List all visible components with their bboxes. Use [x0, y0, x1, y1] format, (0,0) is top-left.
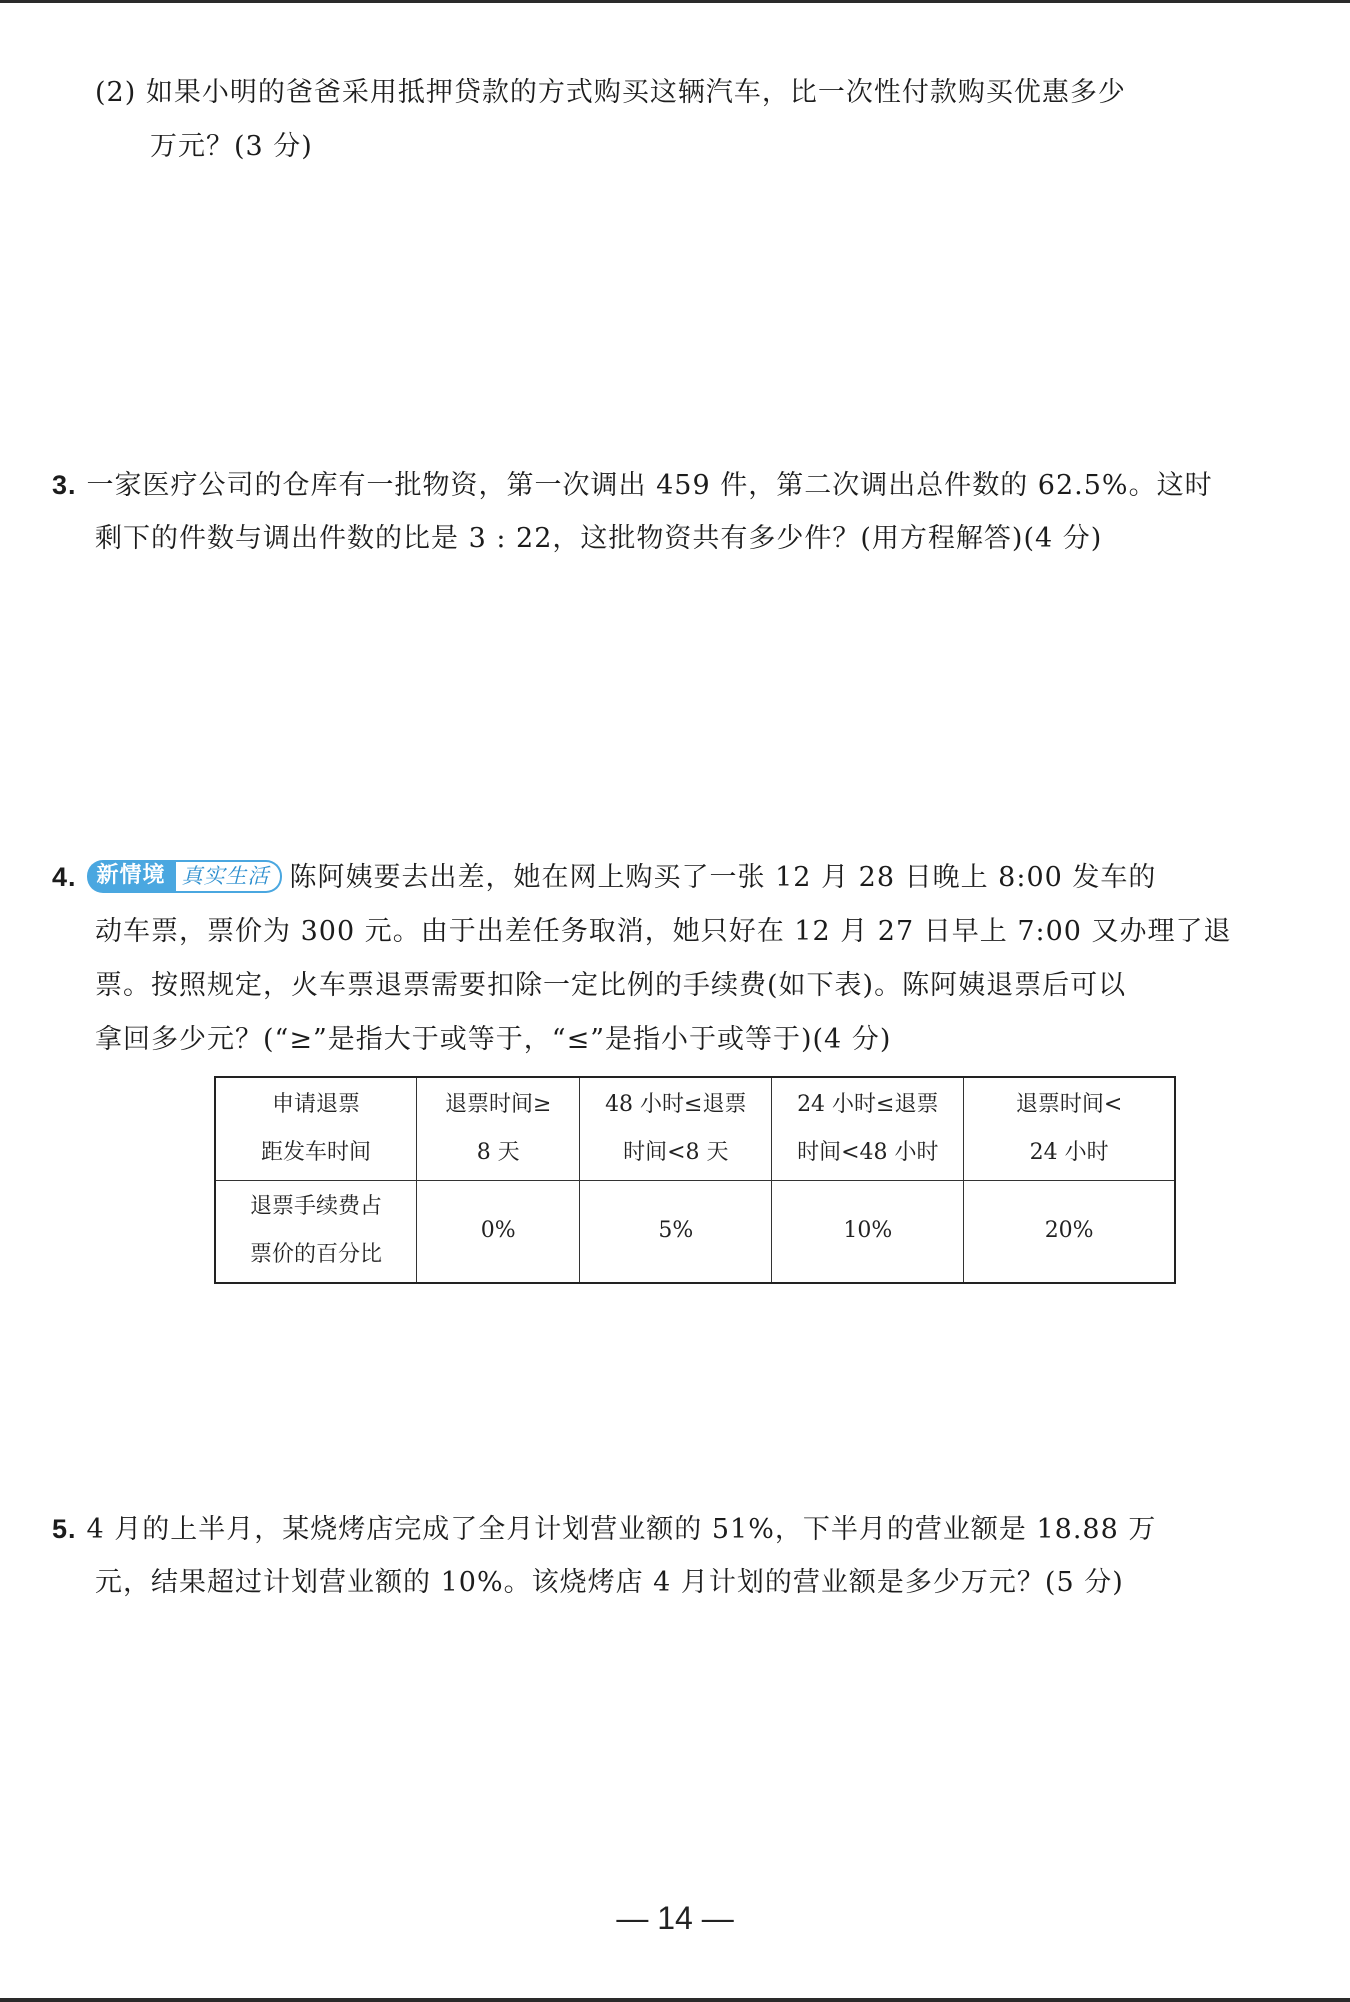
table-interval-cell: 24 小时≤退票 时间<48 小时 — [772, 1077, 964, 1180]
q2-part2-line2: 万元？(3 分) — [150, 131, 313, 162]
table-rate-cell: 0% — [417, 1180, 580, 1283]
question-4-line1 — [52, 860, 1156, 895]
question-3-text-1: 一家医疗公司的仓库有一批物资，第一次调出 459 件，第二次调出总件数的 62.5%。这时 — [86, 470, 1213, 501]
table-header-cell: 申请退票 距发车时间 — [215, 1077, 417, 1180]
question-3-line2: 剩下的件数与调出件数的比是 3 : 22，这批物资共有多少件？(用方程解答)(4 分) — [95, 523, 1103, 554]
real-life-badge: 真实生活 — [176, 860, 282, 893]
table-rate-cell: 20% — [964, 1180, 1175, 1283]
new-context-badge: 新情境 — [87, 860, 176, 893]
top-border-line — [0, 0, 1350, 3]
context-tag — [87, 860, 282, 893]
table-rate-cell: 10% — [772, 1180, 964, 1283]
table-row-rate — [215, 1180, 1175, 1283]
q2-part2-line1: (2) 如果小明的爸爸采用抵押贷款的方式购买这辆汽车，比一次性付款购买优惠多少 — [95, 77, 1126, 108]
question-5-line1 — [52, 1512, 1156, 1547]
question-5-number: 5. — [52, 1514, 77, 1544]
refund-fee-table — [214, 1076, 1176, 1284]
question-3-line1 — [52, 468, 1213, 503]
page-number: — 14 — — [616, 1900, 734, 1936]
bottom-border-line — [0, 1998, 1350, 2002]
table-row-interval — [215, 1077, 1175, 1180]
table-interval-cell: 48 小时≤退票 时间<8 天 — [580, 1077, 772, 1180]
table-interval-cell: 退票时间< 24 小时 — [964, 1077, 1175, 1180]
question-4-number: 4. — [52, 862, 77, 892]
question-4-text-1: 陈阿姨要去出差，她在网上购买了一张 12 月 28 日晚上 8:00 发车的 — [289, 862, 1157, 893]
question-4-line2: 动车票，票价为 300 元。由于出差任务取消，她只好在 12 月 27 日早上 7:00 又办理了退 — [95, 916, 1232, 947]
question-4-line3: 票。按照规定，火车票退票需要扣除一定比例的手续费(如下表)。陈阿姨退票后可以 — [95, 970, 1127, 1001]
question-5-text-1: 4 月的上半月，某烧烤店完成了全月计划营业额的 51%，下半月的营业额是 18.88 万 — [86, 1514, 1157, 1545]
question-5-line2: 元，结果超过计划营业额的 10%。该烧烤店 4 月计划的营业额是多少万元？(5 分) — [95, 1567, 1124, 1598]
table-header-cell: 退票手续费占 票价的百分比 — [215, 1180, 417, 1283]
table-rate-cell: 5% — [580, 1180, 772, 1283]
question-4-line4: 拿回多少元？(“≥”是指大于或等于，“≤”是指小于或等于)(4 分) — [95, 1024, 892, 1055]
table-interval-cell: 退票时间≥ 8 天 — [417, 1077, 580, 1180]
question-3-number: 3. — [52, 470, 77, 500]
